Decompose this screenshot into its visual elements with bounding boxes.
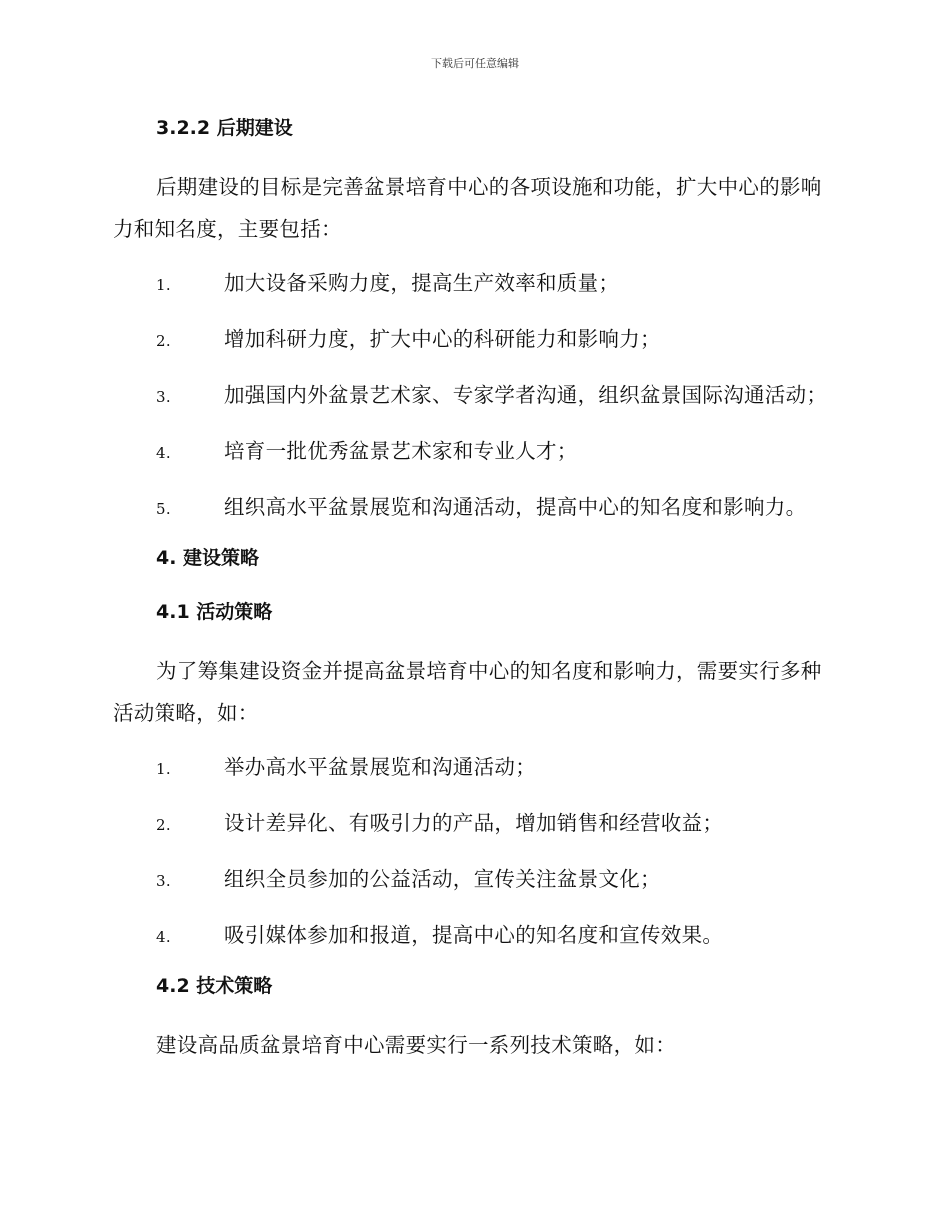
list-item-number: 5. xyxy=(156,500,171,518)
list-item-text: 培育一批优秀盆景艺术家和专业人才； xyxy=(224,439,578,463)
list-item xyxy=(113,374,835,418)
section-heading-4-2: 4.2 技术策略 xyxy=(156,975,273,997)
section-heading-3-2-2: 3.2.2 后期建设 xyxy=(156,117,293,139)
list-item-number: 1. xyxy=(156,760,171,778)
list-item xyxy=(113,802,835,846)
section-intro-paragraph: 为了筹集建设资金并提高盆景培育中心的知名度和影响力，需要实行多种活动策略，如： xyxy=(113,659,822,725)
section-heading-4-1: 4.1 活动策略 xyxy=(156,601,273,623)
list-item xyxy=(113,858,835,902)
list-item-text: 加强国内外盆景艺术家、专家学者沟通，组织盆景国际沟通活动； xyxy=(224,383,828,407)
list-item-text: 举办高水平盆景展览和沟通活动； xyxy=(224,755,536,779)
document-body xyxy=(113,112,835,1078)
list-item-text: 吸引媒体参加和报道，提高中心的知名度和宣传效果。 xyxy=(224,923,724,947)
list-item xyxy=(113,486,835,530)
list-item-text: 组织高水平盆景展览和沟通活动，提高中心的知名度和影响力。 xyxy=(224,495,807,519)
list-item xyxy=(113,914,835,958)
list-item-text: 设计差异化、有吸引力的产品，增加销售和经营收益； xyxy=(224,811,724,835)
page-header: 下载后可任意编辑 xyxy=(431,57,519,70)
list-item xyxy=(113,262,835,306)
list-item-number: 1. xyxy=(156,276,171,294)
list-item xyxy=(113,318,835,362)
list-item xyxy=(113,746,835,790)
list-item-number: 4. xyxy=(156,928,171,946)
list-item-number: 4. xyxy=(156,444,171,462)
section-heading-4: 4. 建设策略 xyxy=(156,547,260,569)
list-item-text: 增加科研力度，扩大中心的科研能力和影响力； xyxy=(224,327,661,351)
list-item-number: 3. xyxy=(156,388,171,406)
list-item-text: 组织全员参加的公益活动，宣传关注盆景文化； xyxy=(224,867,661,891)
list-item-number: 2. xyxy=(156,816,171,834)
list-item-number: 3. xyxy=(156,872,171,890)
list-item xyxy=(113,430,835,474)
section-intro-paragraph: 后期建设的目标是完善盆景培育中心的各项设施和功能，扩大中心的影响力和知名度，主要包括： xyxy=(113,175,822,241)
section-intro-paragraph: 建设高品质盆景培育中心需要实行一系列技术策略，如： xyxy=(156,1033,676,1057)
list-item-text: 加大设备采购力度，提高生产效率和质量； xyxy=(224,271,620,295)
list-item-number: 2. xyxy=(156,332,171,350)
